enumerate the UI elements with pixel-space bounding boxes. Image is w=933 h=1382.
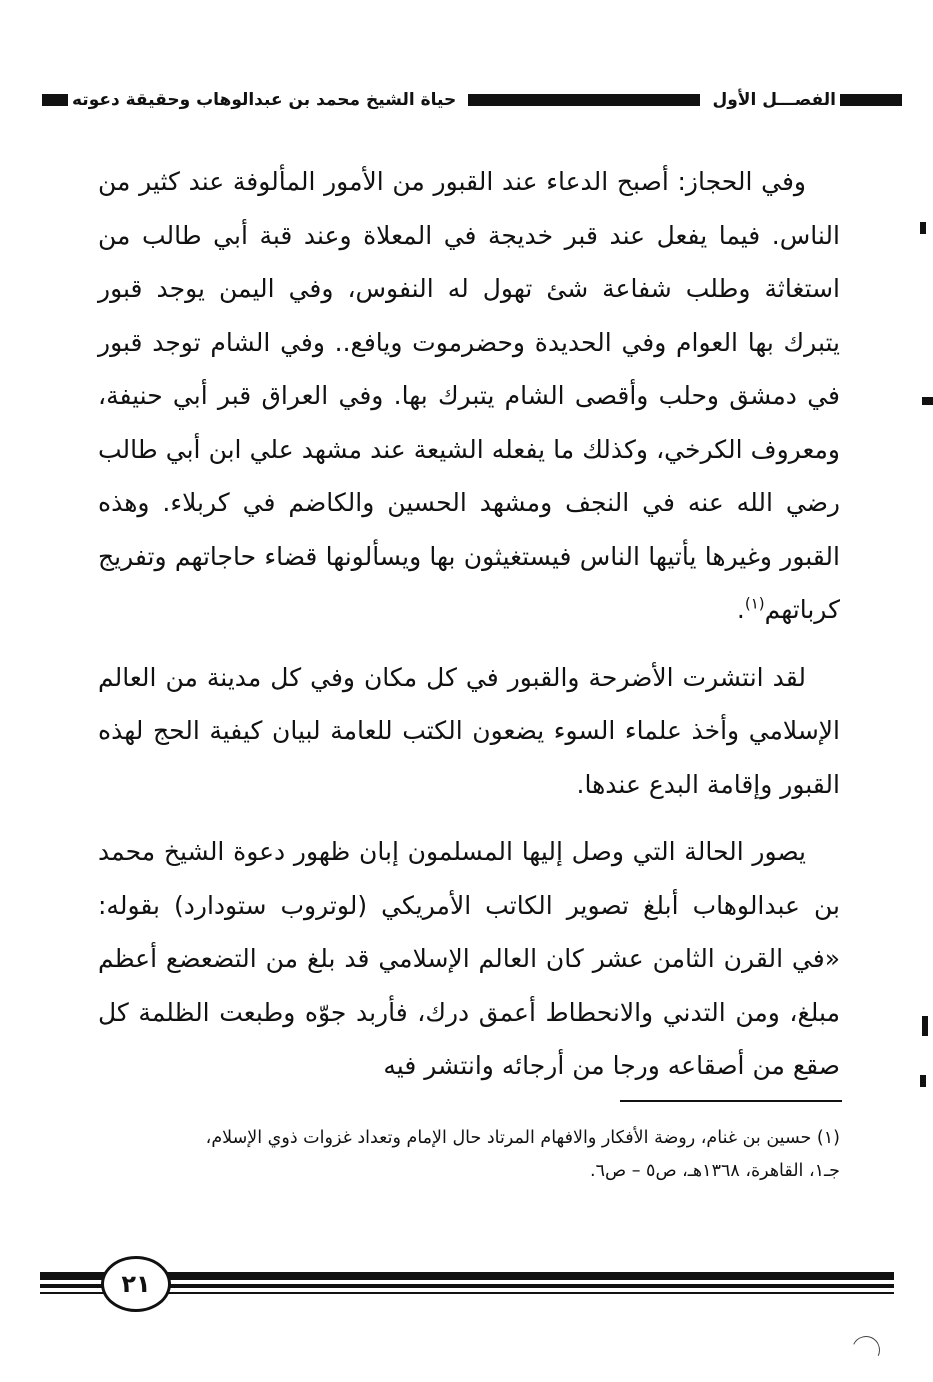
margin-mark: [920, 222, 926, 234]
footnote-reference: (١): [744, 594, 765, 613]
page-number: ٢١: [101, 1256, 171, 1312]
paragraph: [98, 155, 840, 637]
header-rule: [42, 94, 68, 106]
paragraph-text: وفي الحجاز: أصبح الدعاء عند القبور من الأمور المألوفة عند كثير من الناس. فيما يفعل عند قبر خديجة في المعلاة وعند قبة أبي طالب من استغاثة وطلب شفاعة شئ تهول له النفوس، وفي اليمن يوجد قبور يتبرك بها العوام وفي الحديدة وحضرموت ويافع.. وفي الشام توجد قبور في دمشق وحلب وأقصى الشام يتبرك بها. وفي العراق قبر أبي حنيفة، ومعروف الكرخي، وكذلك ما يفعله الشيعة عند مشهد علي ابن أبي طالب رضي الله عنه في النجف ومشهد الحسين والكاضم في كربلاء. وهذه القبور وغيرها يأتيها الناس فيستغيثون بها ويسألونها قضاء حاجاتهم وتفريج كرباتهم: [98, 167, 840, 624]
running-header: [42, 86, 902, 114]
body-text: [98, 155, 840, 1093]
margin-mark: [920, 1075, 926, 1087]
book-title: حياة الشيخ محمد بن عبدالوهاب وحقيقة دعوته: [72, 90, 457, 110]
paragraph-end: .: [736, 595, 745, 624]
footnote: [98, 1122, 840, 1188]
footnote-separator: [620, 1100, 842, 1102]
footnote-line: (١) حسين بن غنام، روضة الأفكار والافهام المرتاد حال الإمام وتعداد غزوات ذوي الإسلام،: [205, 1128, 840, 1148]
header-rule: [840, 94, 902, 106]
paragraph: يصور الحالة التي وصل إليها المسلمون إبان ظهور دعوة الشيخ محمد بن عبدالوهاب أبلغ تصوير الكاتب الأمريكي (لوتروب ستودارد) بقوله: «في القرن الثامن عشر كان العالم الإسلامي قد بلغ من التضعضع أعظم مبلغ، ومن التدني والانحطاط أعمق درك، فأربد جوّه وطبعت الظلمة كل صقع من أصقاعه ورجا من أرجائه وانتشر فيه: [98, 837, 840, 1080]
margin-mark: [922, 1016, 928, 1036]
page-curl-icon: [848, 1332, 884, 1368]
header-rule: [468, 94, 700, 106]
margin-mark: [922, 397, 933, 405]
chapter-title: الفصـــل الأول: [712, 90, 836, 110]
paragraph: لقد انتشرت الأضرحة والقبور في كل مكان وفي كل مدينة من العالم الإسلامي وأخذ علماء السوء يضعون الكتب للعامة لبيان كيفية الحج لهذه القبور وإقامة البدع عندها.: [98, 662, 840, 799]
footnote-line: جـ١، القاهرة، ١٣٦٨هـ، ص٥ – ص٦.: [590, 1161, 840, 1181]
